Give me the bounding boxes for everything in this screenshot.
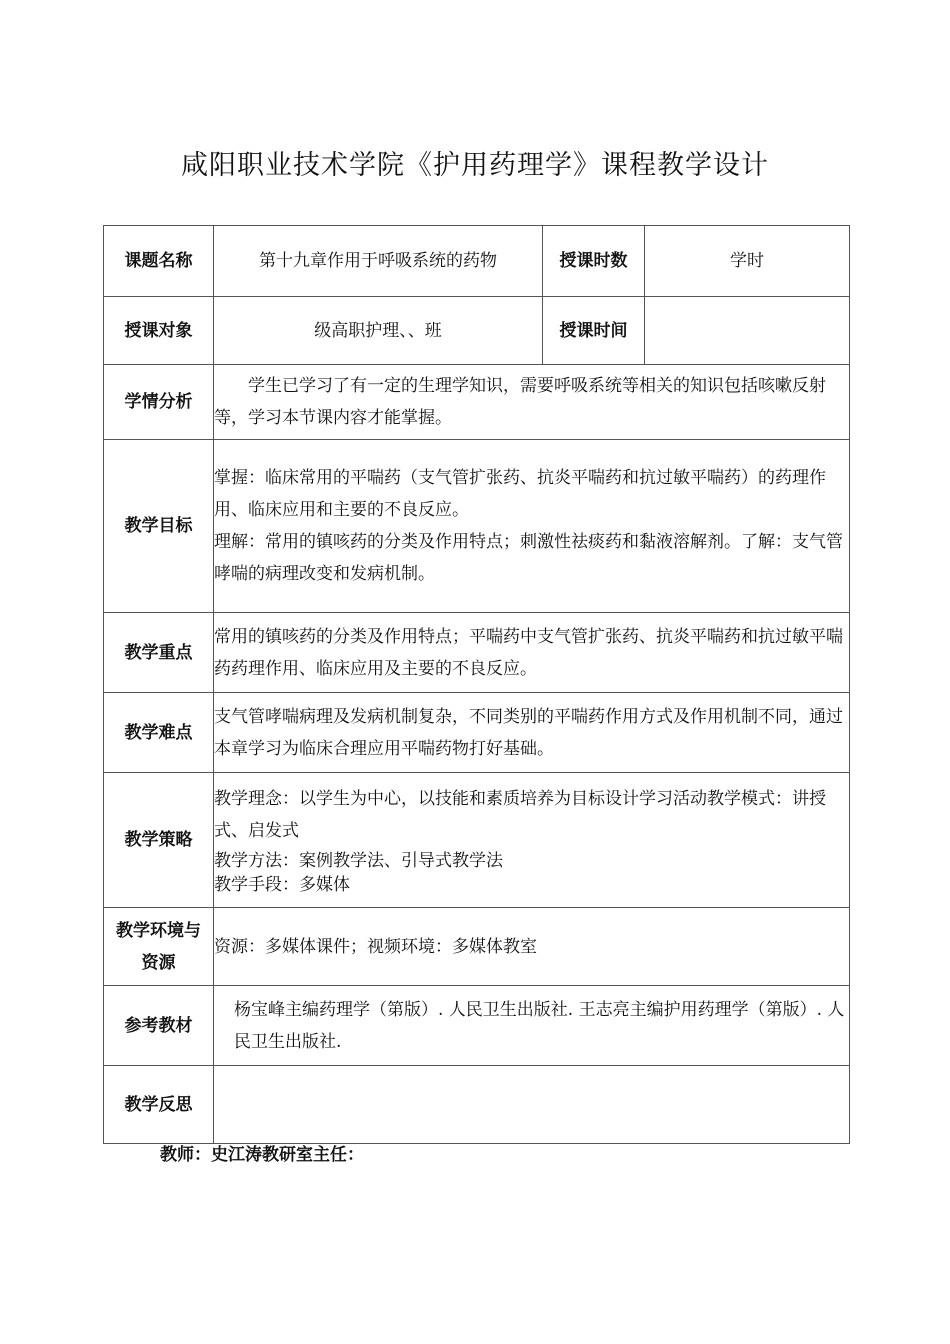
- reflection-label: 教学反思: [104, 1066, 214, 1144]
- references-label: 参考教材: [104, 986, 214, 1066]
- time-label: 授课时间: [543, 297, 645, 365]
- row-references: [104, 986, 850, 1066]
- difficulties-text: 支气管哮喘病理及发病机制复杂，不同类别的平喘药作用方式及作用机制不同，通过本章学习为临床合理应用平喘药物打好基础。: [214, 706, 843, 759]
- environment-label-line1: 教学环境与: [116, 920, 201, 941]
- hours-label: 授课时数: [543, 226, 645, 297]
- analysis-text: 学生已学习了有一定的生理学知识，需要呼吸系统等相关的知识包括咳嗽反射等，学习本节课内容才能掌握。: [214, 376, 826, 428]
- strategy-label: 教学策略: [104, 773, 214, 908]
- strategy-means: 教学手段：多媒体: [214, 875, 350, 895]
- row-goals: [104, 440, 850, 613]
- row-environment: [104, 908, 850, 986]
- environment-label: [104, 908, 214, 986]
- hours-value: 学时: [645, 226, 850, 297]
- topic-value: 第十九章作用于呼吸系统的药物: [214, 226, 543, 297]
- references-cell: [214, 986, 850, 1066]
- environment-cell: [214, 908, 850, 986]
- key-points-cell: [214, 613, 850, 693]
- key-points-text: 常用的镇咳药的分类及作用特点；平喘药中支气管扩张药、抗炎平喘药和抗过敏平喘药药理作用、临床应用及主要的不良反应。: [214, 626, 843, 679]
- environment-label-line2: 资源: [141, 952, 176, 973]
- references-text: 杨宝峰主编药理学（第版）. 人民卫生出版社. 王志亮主编护用药理学（第版）. 人民卫生出版社.: [234, 999, 845, 1052]
- key-points-label: 教学重点: [104, 613, 214, 693]
- strategy-method: 教学方法：案例教学法、引导式教学法: [214, 851, 503, 871]
- teacher-signature-line: 教师：史江涛教研室主任：: [160, 1145, 364, 1165]
- page-title: 咸阳职业技术学院《护用药理学》课程教学设计: [181, 150, 769, 181]
- analysis-cell: [214, 365, 850, 440]
- course-design-table: [103, 225, 850, 1144]
- environment-text: 资源：多媒体课件；视频环境：多媒体教室: [214, 936, 537, 957]
- row-analysis: [104, 365, 850, 440]
- strategy-concept: 教学理念：以学生为中心，以技能和素质培养为目标设计学习活动教学模式：讲授式、启发式: [214, 789, 826, 841]
- goals-understand: 理解：常用的镇咳药的分类及作用特点；刺激性祛痰药和黏液溶解剂。了解：支气管哮喘的病理改变和发病机制。: [214, 532, 843, 584]
- row-topic: [104, 226, 850, 297]
- topic-label: 课题名称: [104, 226, 214, 297]
- strategy-cell: [214, 773, 850, 908]
- time-value: [645, 297, 850, 365]
- difficulties-cell: [214, 693, 850, 773]
- row-audience: [104, 297, 850, 365]
- row-key-points: [104, 613, 850, 693]
- reflection-cell: [214, 1066, 850, 1144]
- goals-master: 掌握：临床常用的平喘药（支气管扩张药、抗炎平喘药和抗过敏平喘药）的药理作用、临床应用和主要的不良反应。: [214, 468, 826, 520]
- row-reflection: [104, 1066, 850, 1144]
- audience-value: 级高职护理、、班: [214, 297, 543, 365]
- difficulties-label: 教学难点: [104, 693, 214, 773]
- goals-label: 教学目标: [104, 440, 214, 613]
- goals-cell: [214, 440, 850, 613]
- analysis-label: 学情分析: [104, 365, 214, 440]
- audience-label: 授课对象: [104, 297, 214, 365]
- row-difficulties: [104, 693, 850, 773]
- row-strategy: [104, 773, 850, 908]
